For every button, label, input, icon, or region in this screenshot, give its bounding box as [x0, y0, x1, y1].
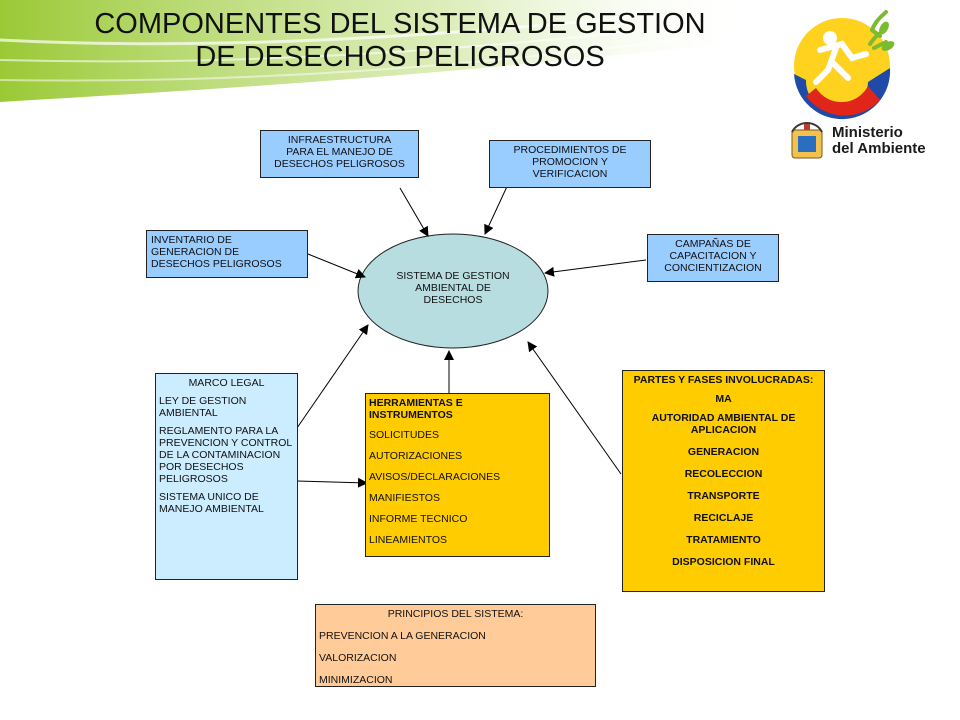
central-line: AMBIENTAL DE [415, 282, 491, 294]
herramientas-item: SOLICITUDES [369, 429, 440, 441]
herramientas-box [365, 393, 550, 557]
box-line: GENERACION DE [151, 246, 240, 258]
central-ellipse-label [378, 270, 528, 306]
partes-item: GENERACION [687, 446, 760, 458]
herramientas-item: AUTORIZACIONES [369, 450, 463, 462]
partes-item: TRATAMIENTO [686, 534, 761, 546]
marco-legal-heading: MARCO LEGAL [188, 377, 265, 389]
partes-item: DISPOSICION FINAL [672, 556, 775, 568]
arrow-marco-to-herramientas [297, 481, 367, 483]
principios-heading: PRINCIPIOS DEL SISTEMA: [387, 608, 524, 620]
partes-item: TRANSPORTE [687, 490, 760, 502]
herramientas-item: LINEAMIENTOS [369, 534, 447, 546]
partes-heading: PARTES Y FASES INVOLUCRADAS: [633, 374, 814, 386]
ministry-name-line-1: Ministerio [832, 124, 903, 141]
box-line: CAMPAÑAS DE [675, 238, 751, 250]
herramientas-item: AVISOS/DECLARACIONES [369, 471, 501, 483]
principios-item: VALORIZACION [319, 652, 397, 664]
arrow-procedimientos [485, 180, 510, 234]
arrow-infraestructura [400, 188, 428, 236]
box-line: PARA EL MANEJO DE [286, 146, 393, 158]
box-line: PROMOCION Y [532, 156, 608, 168]
inventario-box [146, 230, 308, 278]
marco-legal-item: LEY DE GESTION AMBIENTAL [159, 395, 247, 419]
box-line: CAPACITACION Y [669, 250, 757, 262]
arrow-marco-legal [297, 325, 368, 428]
principios-box [315, 604, 596, 687]
procedimientos-box [489, 140, 651, 188]
box-line: DESECHOS PELIGROSOS [274, 158, 405, 170]
partes-item: AUTORIDAD AMBIENTAL DE APLICACION [651, 412, 796, 436]
arrow-inventario [308, 254, 365, 277]
partes-item: RECOLECCION [684, 468, 763, 480]
herramientas-heading: HERRAMIENTAS E INSTRUMENTOS [369, 397, 463, 421]
partes-item: MA [715, 393, 732, 405]
marco-legal-item: SISTEMA UNICO DE MANEJO AMBIENTAL [159, 491, 264, 515]
arrow-campanas [545, 260, 646, 273]
marco-legal-box [155, 373, 298, 580]
title-line-2: DE DESECHOS PELIGROSOS [195, 41, 605, 73]
principios-item: PREVENCION A LA GENERACION [319, 630, 486, 642]
box-line: DESECHOS PELIGROSOS [151, 258, 282, 270]
central-line: DESECHOS [423, 294, 483, 306]
box-line: INFRAESTRUCTURA [287, 134, 392, 146]
principios-item: MINIMIZACION [319, 674, 393, 686]
partes-box [622, 370, 825, 592]
box-line: INVENTARIO DE [151, 234, 232, 246]
box-line: CONCIENTIZACION [664, 262, 762, 274]
campanas-box [647, 234, 779, 282]
partes-item: RECICLAJE [693, 512, 754, 524]
marco-legal-item: REGLAMENTO PARA LA PREVENCION Y CONTROL DE LA CONTAMINACION POR DESECHOS PELIGROSOS [159, 425, 292, 485]
central-line: SISTEMA DE GESTION [396, 270, 510, 282]
box-line: VERIFICACION [532, 168, 608, 180]
infraestructura-box [260, 130, 419, 178]
title-line-1: COMPONENTES DEL SISTEMA DE GESTION [94, 8, 706, 40]
ministry-name-line-2: del Ambiente [832, 140, 926, 157]
herramientas-item: MANIFIESTOS [369, 492, 440, 504]
box-line: PROCEDIMIENTOS DE [513, 144, 627, 156]
herramientas-item: INFORME TECNICO [369, 513, 468, 525]
